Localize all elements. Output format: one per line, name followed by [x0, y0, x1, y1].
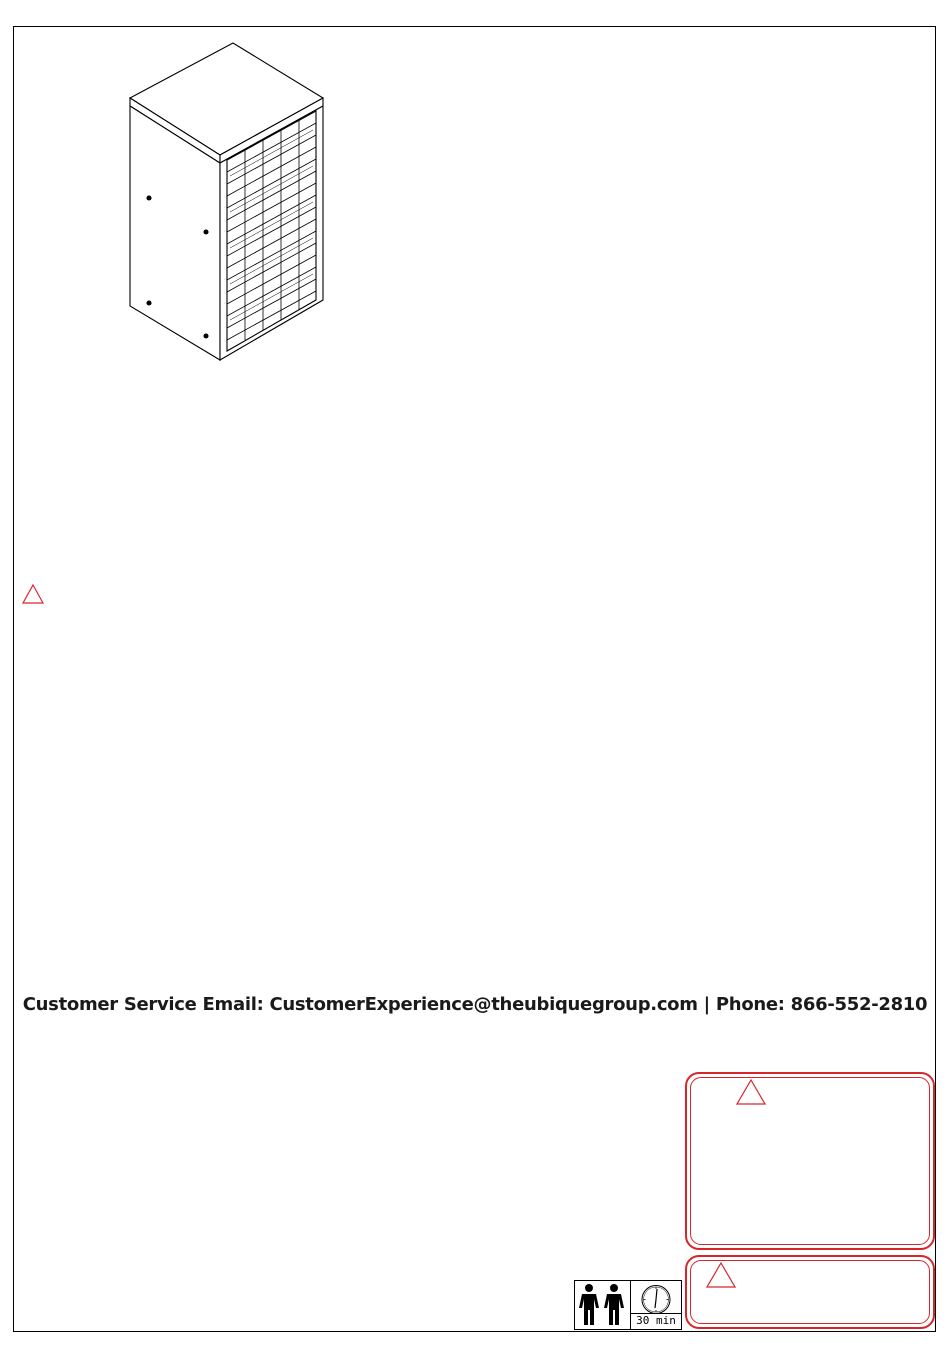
warning-box-large: [685, 1072, 935, 1250]
warning-triangle-icon: [736, 1079, 766, 1105]
assembly-time-label: 30 min: [631, 1313, 681, 1329]
warning-triangle-icon: [706, 1262, 736, 1288]
clock-icon: [640, 1284, 672, 1315]
product-illustration-cabinet: [120, 38, 340, 368]
customer-service-line: Customer Service Email: CustomerExperience@theubiquegroup.com | Phone: 866-552-2810: [22, 994, 928, 1015]
warning-box-large-inner: [690, 1077, 930, 1245]
two-people-icon: [575, 1281, 631, 1329]
warning-triangle-icon: [22, 584, 44, 604]
assembly-time-cell: [631, 1281, 681, 1329]
warning-box-small: [685, 1255, 935, 1329]
assembly-info-box: [574, 1280, 682, 1330]
